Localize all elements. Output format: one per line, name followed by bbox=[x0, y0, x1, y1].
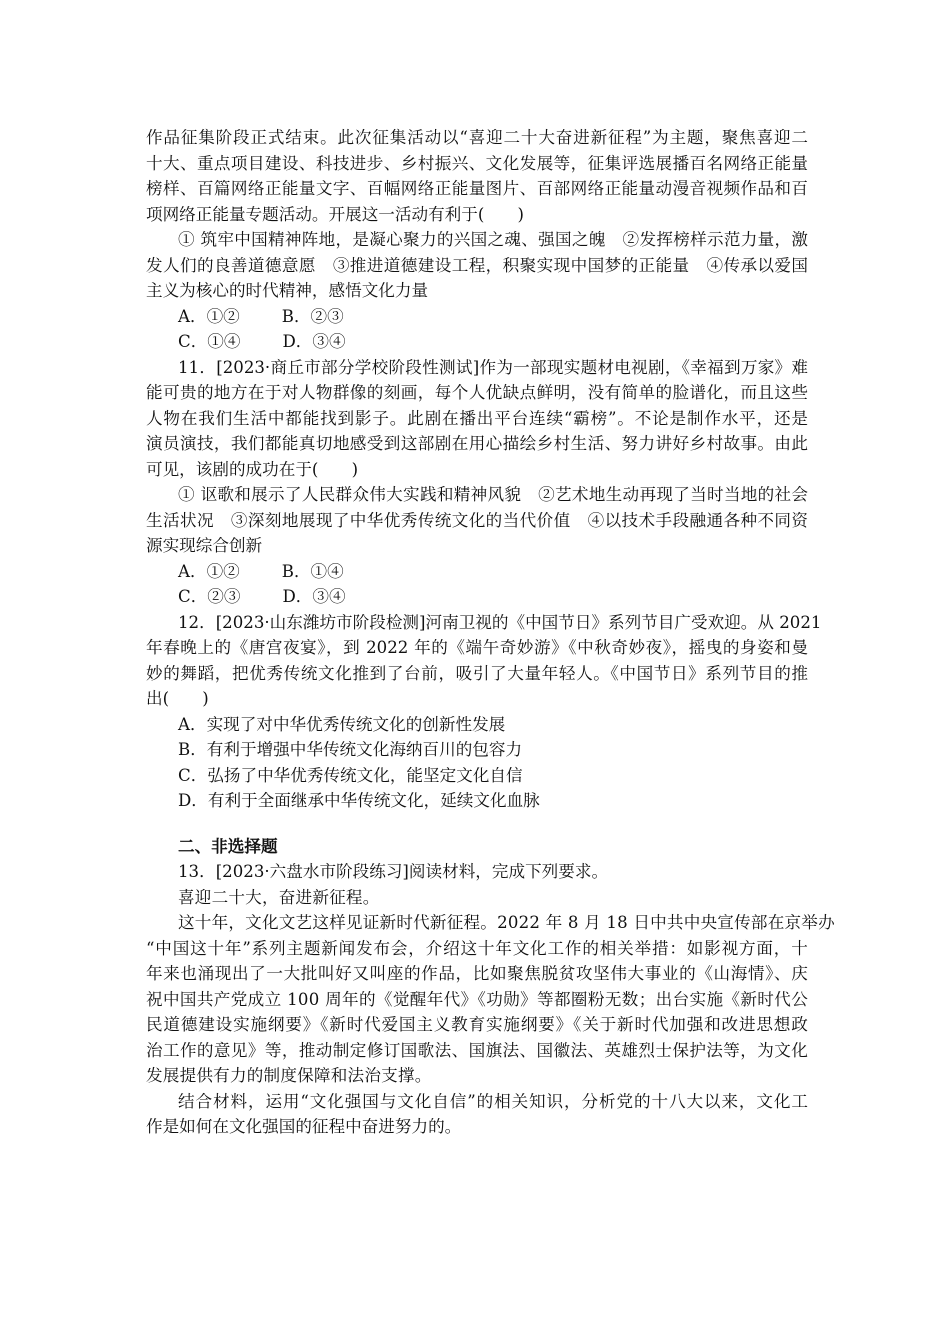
option-d: D．有利于全面继承中华传统文化，延续文化血脉 bbox=[178, 791, 540, 810]
q13-question bbox=[146, 1089, 808, 1140]
q10-options bbox=[146, 304, 808, 355]
text-line: 12．[2023·山东潍坊市阶段检测]河南卫视的《中国节日》系列节目广受欢迎。从 2021 bbox=[178, 612, 822, 632]
text-line: 治工作的意见》等，推动制定修订国歌法、国旗法、国徽法、英雄烈士保护法等，为文化 bbox=[146, 1040, 808, 1060]
option-d: D．③④ bbox=[282, 587, 346, 606]
option-a: A．①② bbox=[178, 306, 240, 326]
text-line: 发展提供有力的制度保障和法治支撑。 bbox=[146, 1066, 432, 1085]
q13-material bbox=[146, 910, 835, 1089]
option-c: C．②③ bbox=[178, 587, 241, 606]
text-line: 祝中国共产党成立 100 周年的《觉醒年代》《功勋》等都圈粉无数；出台实施《新时代公 bbox=[146, 989, 808, 1009]
q11-statements bbox=[146, 482, 808, 559]
option-b: B．有利于增强中华传统文化海纳百川的包容力 bbox=[178, 740, 523, 759]
option-b: B．①④ bbox=[281, 561, 344, 581]
option-row bbox=[146, 304, 808, 330]
document-page bbox=[146, 125, 835, 1140]
text-line: “中国这十年”系列主题新闻发布会，介绍这十年文化工作的相关举措：如影视方面，十 bbox=[146, 938, 808, 958]
text-line: 这十年，文化文艺这样见证新时代新征程。2022 年 8 月 18 日中共中央宣传部在京举办 bbox=[178, 913, 835, 932]
text-line: 结合材料，运用“文化强国与文化自信”的相关知识，分析党的十八大以来，文化工 bbox=[178, 1091, 808, 1111]
text-line: 可见，该剧的成功在于( ) bbox=[146, 459, 359, 479]
text-line: 人物在我们生活中都能找到影子。此剧在播出平台连续“霸榜”。不论是制作水平，还是 bbox=[146, 408, 808, 428]
text-line: ① 讴歌和展示了人民群众伟大实践和精神风貌 ②艺术地生动再现了当时当地的社会 bbox=[178, 485, 808, 504]
text-line: 11．[2023·商丘市部分学校阶段性测试]作为一部现实题材电视剧，《幸福到万家》难 bbox=[178, 357, 808, 377]
option-c: C．①④ bbox=[178, 332, 241, 351]
text-line: 主义为核心的时代精神，感悟文化力量 bbox=[146, 281, 429, 300]
q12-options bbox=[146, 712, 808, 814]
q11-options bbox=[146, 559, 808, 610]
option-row bbox=[146, 559, 808, 585]
option-row bbox=[146, 329, 808, 355]
text-line: 生活状况 ③深刻地展现了中华优秀传统文化的当代价值 ④以技术手段融通各种不同资 bbox=[146, 510, 808, 530]
text-line: 妙的舞蹈，把优秀传统文化推到了台前，吸引了大量年轻人。《中国节日》系列节目的推 bbox=[146, 663, 808, 683]
option-b: B．②③ bbox=[281, 306, 344, 326]
text-line: 演员演技，我们都能真切地感受到这部剧在用心描绘乡村生活、努力讲好乡村故事。由此 bbox=[146, 434, 808, 453]
option-a: A．①② bbox=[178, 561, 240, 581]
option-a: A．实现了对中华优秀传统文化的创新性发展 bbox=[178, 714, 506, 734]
section-title: 二、非选择题 bbox=[178, 836, 278, 856]
text-line: 出( ) bbox=[146, 689, 209, 708]
text-line: 作是如何在文化强国的征程中奋进努力的。 bbox=[146, 1117, 462, 1136]
option-c: C．弘扬了中华优秀传统文化，能坚定文化自信 bbox=[178, 765, 523, 785]
option-row bbox=[146, 584, 808, 610]
option-d: D．③④ bbox=[282, 332, 346, 351]
q11-stem bbox=[146, 355, 808, 483]
q12-stem bbox=[146, 610, 822, 712]
text-line: 年春晚上的《唐宫夜宴》，到 2022 年的《端午奇妙游》《中秋奇妙夜》，摇曳的身姿和曼 bbox=[146, 638, 808, 657]
q13 bbox=[146, 859, 835, 1140]
q13-head: 13．[2023·六盘水市阶段练习]阅读材料，完成下列要求。 bbox=[178, 862, 609, 881]
text-line: ① 筑牢中国精神阵地，是凝心聚力的兴国之魂、强国之魄 ②发挥榜样示范力量，激 bbox=[178, 230, 808, 249]
q10-stem bbox=[146, 125, 808, 227]
text-line: 发人们的良善道德意愿 ③推进道德建设工程，积聚实现中国梦的正能量 ④传承以爱国 bbox=[146, 255, 808, 275]
q13-subtitle: 喜迎二十大，奋进新征程。 bbox=[178, 887, 380, 907]
text-line: 能可贵的地方在于对人物群像的刻画，每个人优缺点鲜明，没有简单的脸谱化，而且这些 bbox=[146, 383, 808, 402]
text-line: 源实现综合创新 bbox=[146, 536, 263, 555]
q10-statements bbox=[146, 227, 808, 304]
text-line: 榜样、百篇网络正能量文字、百幅网络正能量图片、百部网络正能量动漫音视频作品和百 bbox=[146, 179, 808, 198]
text-line: 十大、重点项目建设、科技进步、乡村振兴、文化发展等，征集评选展播百名网络正能量 bbox=[146, 153, 808, 173]
text-line: 年来也涌现出了一大批叫好又叫座的作品，比如聚焦脱贫攻坚伟大事业的《山海情》、庆 bbox=[146, 964, 808, 983]
text-line: 民道德建设实施纲要》《新时代爱国主义教育实施纲要》《关于新时代加强和改进思想政 bbox=[146, 1015, 808, 1034]
text-line: 项网络正能量专题活动。开展这一活动有利于( ) bbox=[146, 204, 525, 224]
text-line: 作品征集阶段正式结束。此次征集活动以“喜迎二十大奋进新征程”为主题，聚焦喜迎二 bbox=[146, 128, 808, 147]
spacer bbox=[146, 814, 808, 834]
